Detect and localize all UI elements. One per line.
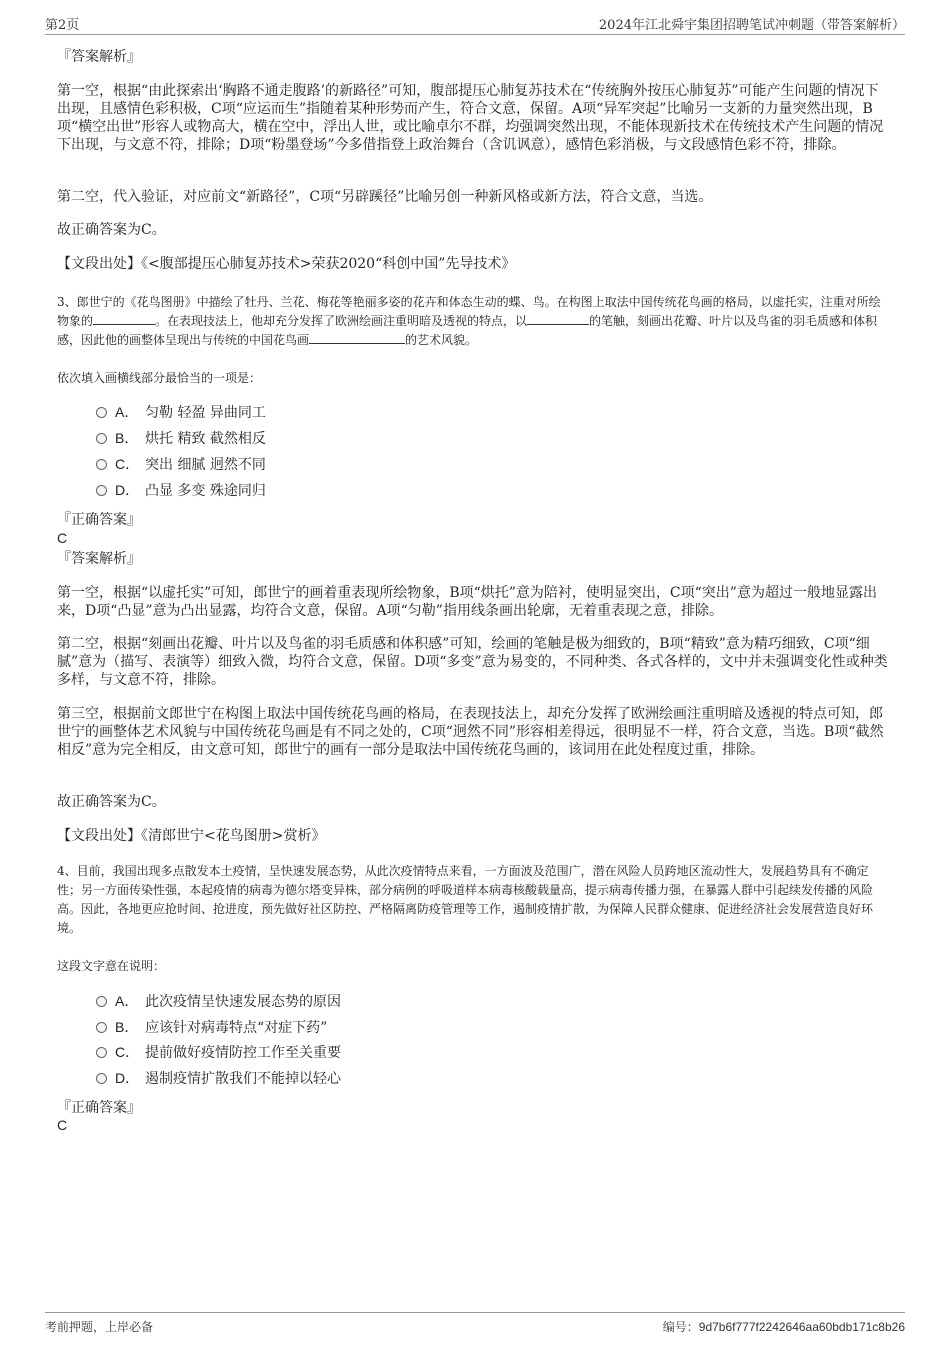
radio-icon[interactable] [96, 407, 107, 418]
q4-answer-label: 『正确答案』 [57, 1100, 141, 1116]
q3-analysis-p4: 故正确答案为C。 [57, 794, 166, 810]
radio-icon[interactable] [96, 996, 107, 1007]
q3-prompt: 依次填入画横线部分最恰当的一项是： [57, 371, 262, 385]
q3-source: 【文段出处】《清郎世宁<花鸟图册>赏析》 [57, 828, 326, 844]
q2-source: 【文段出处】《<腹部提压心肺复苏技术>荣获2020“科创中国”先导技术》 [57, 256, 516, 272]
page-header [45, 12, 905, 35]
radio-icon[interactable] [96, 433, 107, 444]
blank-2 [527, 312, 589, 325]
q3-stem: 3、郎世宁的《花鸟图册》中描绘了牡丹、兰花、梅花等艳丽多姿的花卉和体态生动的蝶、鸟。在构图上取法中国传统花鸟画的格局，以虚托实，注重对所绘物象的 。在表现技法上，他却充分发挥了欧洲绘画注重明暗及透视的特点，以 的笔触，刻画出花瓣、叶片以及鸟雀的羽毛质感和体积感，因此他的画整体呈现出与传统的中国花鸟画 的艺术风貌。 [57, 295, 881, 347]
q3-analysis-p3: 第三空，根据前文郎世宁在构图上取法中国传统花鸟画的格局，在表现技法上，却充分发挥了欧洲绘画注重明暗及透视的特点可知，郎世宁的画整体艺术风貌与中国传统花鸟画是有不同之处的，C项“迥然不同”形容相差得远，很明显不一样，符合文意，当选。B项“截然相反”意为完全相反，由文意可知，郎世宁的画有一部分是取法中国传统花鸟画的，该词用在此处程度过重，排除。 [57, 706, 884, 758]
q3-analysis-label: 『答案解析』 [57, 551, 141, 567]
radio-icon[interactable] [96, 485, 107, 496]
page-number: 第2页 [45, 18, 80, 33]
q2-analysis-p2: 第二空，代入验证，对应前文“新路径”，C项“另辟蹊径”比喻另创一种新风格或新方法，符合文意，当选。 [57, 189, 713, 205]
q2-analysis-p1: 第一空，根据“由此探索出‘胸路不通走腹路’的新路径”可知，腹部提压心肺复苏技术在“传统胸外按压心肺复苏”可能产生问题的情况下出现，且感情色彩积极，C项“应运而生”指随着某种形势而产生，符合文意，保留。A项“异军突起”比喻另一支新的力量突然出现，B项“横空出世”形容人或物高大，横在空中，浮出人世，或比喻卓尔不群，均强调突然出现，不能体现新技术在传统技术产生问题的情况下出现，与文意不符，排除；D项“粉墨登场”今多借指登上政治舞台（含讥讽意），感情色彩消极，与文段感情色彩不符，排除。 [57, 83, 884, 153]
q4-option-b[interactable]: B． 应该针对病毒特点“对症下药” [96, 1018, 327, 1037]
q3-option-a[interactable]: A． 匀勒 轻盈 异曲同工 [96, 403, 266, 422]
q4-option-a[interactable]: A． 此次疫情呈快速发展态势的原因 [96, 992, 341, 1011]
q4-option-d[interactable]: D． 遏制疫情扩散我们不能掉以轻心 [96, 1069, 341, 1088]
q4-option-c[interactable]: C． 提前做好疫情防控工作至关重要 [96, 1043, 341, 1062]
document-title: 2024年江北舜宇集团招聘笔试冲刺题（带答案解析） [598, 18, 905, 33]
radio-icon[interactable] [96, 459, 107, 470]
footer-slogan: 考前押题，上岸必备 [45, 1320, 154, 1334]
q3-answer-label: 『正确答案』 [57, 512, 141, 528]
document-id: 编号：9d7b6f777f2242646aa60bdb171c8b26 [662, 1320, 905, 1334]
q4-prompt: 这段文字意在说明： [57, 959, 166, 973]
radio-icon[interactable] [96, 1022, 107, 1033]
q4-stem: 4、目前，我国出现多点散发本土疫情，呈快速发展态势，从此次疫情特点来看，一方面波及范围广，潜在风险人员跨地区流动性大，发展趋势具有不确定性；另一方面传染性强，本起疫情的病毒为德尔塔变异株，部分病例的呼吸道样本病毒核酸载量高，提示病毒传播力强，在暴露人群中引起续发传播的风险高。因此，各地更应抢时间、抢进度，预先做好社区防控、严格隔离防疫管理等工作，遏制疫情扩散，为保障人民群众健康、促进经济社会发展营造良好环境。 [57, 864, 874, 935]
q2-analysis-p3: 故正确答案为C。 [57, 222, 166, 238]
blank-3 [309, 331, 405, 344]
q3-option-d[interactable]: D． 凸显 多变 殊途同归 [96, 481, 266, 500]
radio-icon[interactable] [96, 1047, 107, 1058]
blank-1 [93, 312, 155, 325]
q3-option-c[interactable]: C． 突出 细腻 迥然不同 [96, 455, 266, 474]
radio-icon[interactable] [96, 1073, 107, 1084]
q3-analysis-p2: 第二空，根据“刻画出花瓣、叶片以及鸟雀的羽毛质感和体积感”可知，绘画的笔触是极为细致的，B项“精致”意为精巧细致，C项“细腻”意为（描写、表演等）细致入微，均符合文意，保留。D项“多变”意为易变的，不同种类、各式各样的，文中并未强调变化性或种类多样，与文意不符，排除。 [57, 636, 888, 688]
q2-analysis-label: 『答案解析』 [57, 49, 141, 65]
page-footer [45, 1312, 905, 1337]
q3-analysis-p1: 第一空，根据“以虚托实”可知，郎世宁的画着重表现所绘物象，B项“烘托”意为陪衬，使明显突出，C项“突出”意为超过一般地显露出来，D项“凸显”意为凸出显露，均符合文意，保留。A项“匀勒”指用线条画出轮廓，无着重表现之意，排除。 [57, 585, 877, 619]
q4-answer: C [57, 1117, 68, 1133]
q3-answer: C [57, 530, 68, 546]
q3-option-b[interactable]: B． 烘托 精致 截然相反 [96, 429, 266, 448]
